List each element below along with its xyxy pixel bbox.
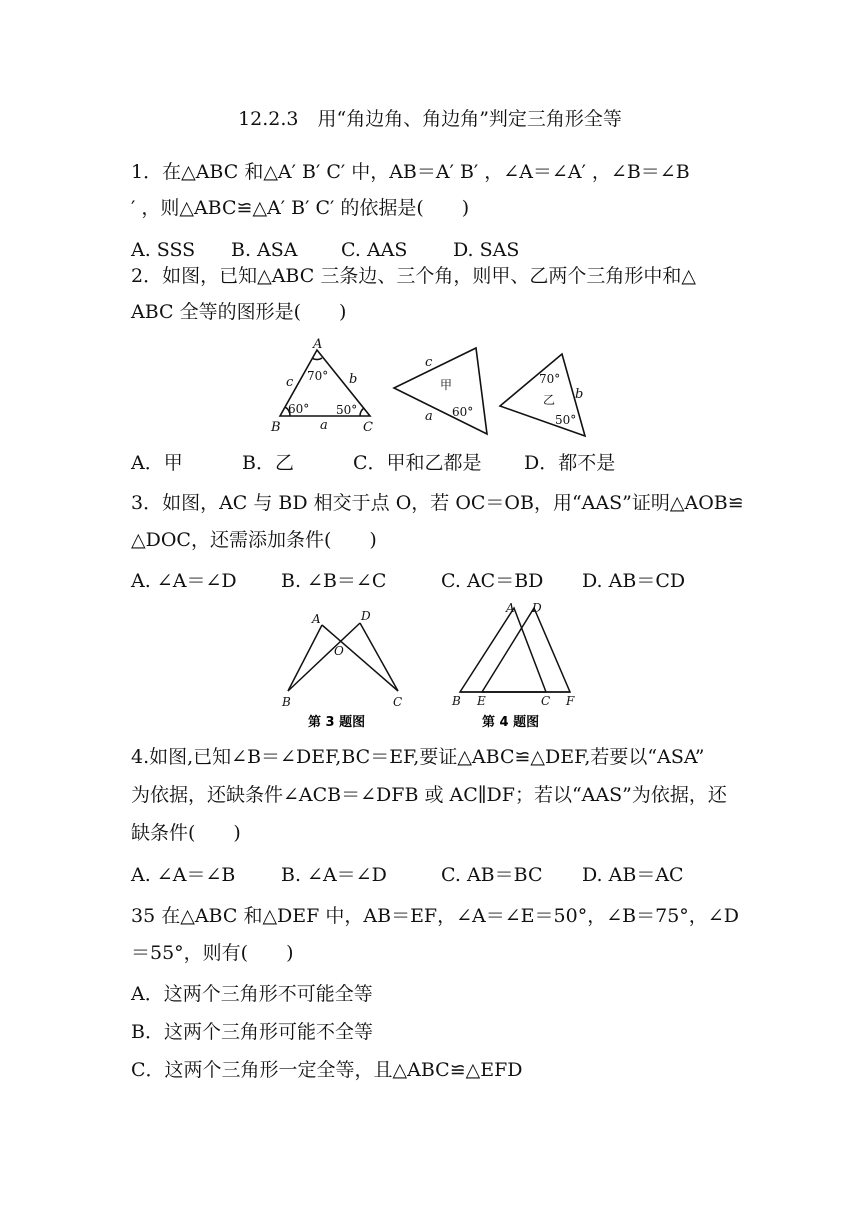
- triangle-def-fig4: [482, 608, 570, 692]
- jia-angle: 60°: [452, 405, 474, 419]
- q4-line3: 缺条件( ): [131, 822, 241, 844]
- q4-option-c: C. AB＝BC: [441, 864, 543, 886]
- figure-3: [278, 605, 418, 731]
- q3-line2: △DOC，还需添加条件( ): [131, 529, 377, 551]
- yi-side-b: b: [575, 387, 584, 402]
- angle-label-c: 50°: [336, 403, 358, 417]
- q4-line2: 为依据，还缺条件∠ACB＝∠DFB 或 AC∥DF；若以“AAS”为依据，还: [131, 784, 727, 806]
- q2-option-d: D．都不是: [524, 452, 616, 474]
- jia-label: 甲: [440, 378, 453, 392]
- vertex-label-a: A: [313, 337, 323, 352]
- q5-option-c: C．这两个三角形一定全等，且△ABC≌△EFD: [131, 1059, 523, 1081]
- vertex-label-c: C: [363, 420, 373, 435]
- jia-side-c: c: [425, 355, 433, 370]
- segment-dc: [360, 623, 398, 691]
- q3-option-d: D. AB＝CD: [582, 570, 686, 592]
- vertex-label-b: B: [271, 420, 281, 435]
- q3-option-c: C. AC＝BD: [441, 570, 544, 592]
- yi-angle-1: 70°: [539, 372, 561, 386]
- q3-option-b: B. ∠B＝∠C: [281, 570, 387, 592]
- q5-option-b: B．这两个三角形可能不全等: [131, 1021, 373, 1043]
- side-label-b: b: [349, 372, 358, 387]
- angle-label-b: 60°: [288, 402, 310, 416]
- angle-label-a: 70°: [307, 369, 329, 383]
- fig4-label-f: F: [566, 694, 575, 708]
- fig3-label-d: D: [361, 609, 371, 623]
- side-label-c: c: [286, 375, 294, 390]
- q2-option-b: B．乙: [242, 452, 294, 474]
- fig3-caption: 第 3 题图: [308, 715, 366, 730]
- q3-option-a: A. ∠A＝∠D: [131, 570, 237, 592]
- side-label-a: a: [320, 418, 328, 433]
- fig4-caption: 第 4 题图: [482, 715, 540, 730]
- fig4-label-d: D: [532, 601, 542, 615]
- q1-line1: 1．在△ABC 和△A′ B′ C′ 中，AB＝A′ B′ ，∠A＝∠A′ ，∠B＝∠B: [131, 161, 690, 183]
- angle-arc-c: [360, 408, 364, 416]
- q4-options: [131, 863, 684, 887]
- q4-option-a: A. ∠A＝∠B: [131, 864, 236, 886]
- yi-angle-2: 50°: [555, 413, 577, 427]
- q3-options: [131, 569, 685, 593]
- q4-option-d: D. AB＝AC: [582, 864, 684, 886]
- q1-options: [131, 238, 519, 262]
- q5-line1: 35 在△ABC 和△DEF 中，AB＝EF，∠A＝∠E＝50°，∠B＝75°，∠D: [131, 905, 739, 927]
- fig4-label-a: A: [506, 601, 515, 615]
- segment-ac: [322, 625, 398, 691]
- triangle-abc-fig4: [460, 608, 546, 692]
- fig3-label-c: C: [393, 695, 403, 709]
- q2-line2: ABC 全等的图形是( ): [131, 301, 347, 323]
- q4-option-b: B. ∠A＝∠D: [281, 864, 387, 886]
- fig4-label-c: C: [541, 694, 551, 708]
- fig3-label-o: O: [334, 644, 344, 658]
- fig4-label-b: B: [452, 694, 461, 708]
- figure-4: [448, 600, 588, 731]
- fig3-label-b: B: [282, 695, 291, 709]
- q1-option-c: C. AAS: [341, 239, 408, 261]
- q5-option-a: A．这两个三角形不可能全等: [131, 983, 373, 1005]
- q4-line1: 4.如图,已知∠B＝∠DEF,BC＝EF,要证△ABC≌△DEF,若要以“ASA”: [131, 746, 705, 768]
- segment-ab: [288, 625, 322, 691]
- q2-figure: [262, 336, 592, 440]
- q2-option-a: A．甲: [131, 452, 183, 474]
- q1-option-a: A. SSS: [131, 239, 196, 261]
- q5-line2: ＝55°，则有( ): [131, 942, 294, 964]
- fig3-label-a: A: [312, 612, 321, 626]
- jia-side-a: a: [425, 409, 433, 424]
- segment-bd: [288, 623, 360, 691]
- q2-option-c: C．甲和乙都是: [353, 452, 482, 474]
- q1-option-d: D. SAS: [453, 239, 520, 261]
- yi-label: 乙: [543, 393, 556, 407]
- q3-line1: 3．如图，AC 与 BD 相交于点 O，若 OC＝OB，用“AAS”证明△AOB≌: [131, 492, 744, 514]
- q2-line1: 2．如图，已知△ABC 三条边、三个角，则甲、乙两个三角形中和△: [131, 265, 696, 287]
- angle-arc-a: [312, 358, 322, 360]
- page-title: 12.2.3 用“角边角、角边角”判定三角形全等: [238, 108, 622, 130]
- q2-options: [131, 451, 615, 475]
- fig4-label-e: E: [477, 694, 486, 708]
- q1-option-b: B. ASA: [231, 239, 298, 261]
- q1-line2: ′ ，则△ABC≌△A′ B′ C′ 的依据是( ): [131, 197, 470, 219]
